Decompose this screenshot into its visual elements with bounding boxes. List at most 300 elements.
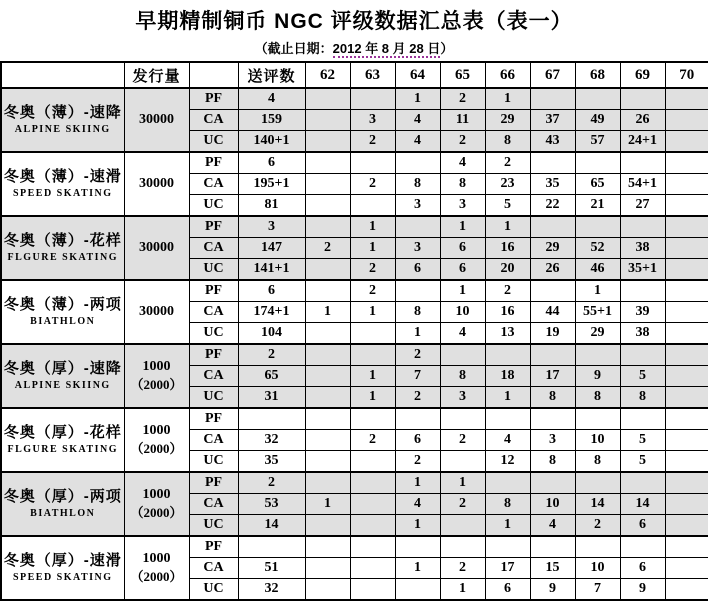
grade-count-cell	[350, 344, 395, 366]
grade-count-cell: 6	[395, 430, 440, 451]
page-title: 早期精制铜币 NGC 评级数据汇总表（表一）	[135, 10, 573, 33]
submitted-count-cell	[238, 536, 305, 558]
grade-count-cell	[665, 451, 708, 473]
grade-count-cell: 52	[575, 238, 620, 259]
grade-count-cell: 14	[620, 494, 665, 515]
grade-count-cell	[350, 88, 395, 110]
grade-count-cell	[665, 387, 708, 409]
submitted-count-cell: 6	[238, 280, 305, 302]
submitted-count-cell: 51	[238, 558, 305, 579]
grade-count-cell: 20	[485, 259, 530, 281]
submitted-count-cell: 2	[238, 344, 305, 366]
grade-count-cell	[620, 216, 665, 238]
strike-type-cell: CA	[189, 430, 238, 451]
strike-type-cell: UC	[189, 451, 238, 473]
grade-count-cell	[530, 216, 575, 238]
grade-count-cell: 2	[350, 174, 395, 195]
grade-count-cell: 29	[530, 238, 575, 259]
grade-count-cell	[350, 536, 395, 558]
grade-count-cell	[620, 280, 665, 302]
grade-count-cell: 35+1	[620, 259, 665, 281]
mintage-cell	[124, 216, 189, 280]
grade-count-cell	[305, 131, 350, 153]
grade-count-cell: 1	[440, 579, 485, 601]
grade-count-cell	[665, 579, 708, 601]
grade-count-cell	[665, 216, 708, 238]
grade-count-cell	[485, 472, 530, 494]
header-row	[1, 62, 708, 88]
mintage-cell	[124, 408, 189, 472]
grade-count-cell	[305, 344, 350, 366]
coin-name-cn: 冬奥（薄）-速滑	[3, 167, 122, 185]
grade-count-cell: 65	[575, 174, 620, 195]
strike-type-cell: UC	[189, 579, 238, 601]
cutoff-date: 2012 年 8 月 28 日	[332, 41, 441, 56]
table-row	[1, 216, 708, 238]
coin-name-cn: 冬奥（薄）-两项	[3, 295, 122, 313]
grade-count-cell	[575, 408, 620, 430]
grade-count-cell	[305, 174, 350, 195]
grade-count-cell: 19	[530, 323, 575, 345]
grade-count-cell: 9	[530, 579, 575, 601]
grade-count-cell: 2	[395, 344, 440, 366]
grade-count-cell: 43	[530, 131, 575, 153]
grade-count-cell	[350, 152, 395, 174]
grade-count-cell	[665, 88, 708, 110]
grade-count-cell: 3	[395, 195, 440, 217]
grade-count-cell: 4	[395, 494, 440, 515]
coin-name-en: ALPINE SKIING	[14, 379, 111, 391]
grade-count-cell	[350, 579, 395, 601]
header-grade-67: 67	[530, 62, 575, 88]
grade-count-cell	[620, 408, 665, 430]
grade-count-cell	[395, 536, 440, 558]
grade-count-cell	[665, 430, 708, 451]
grade-count-cell	[665, 174, 708, 195]
grade-count-cell: 37	[530, 110, 575, 131]
grade-count-cell: 1	[350, 216, 395, 238]
grade-count-cell	[665, 110, 708, 131]
grade-count-cell: 2	[350, 259, 395, 281]
grade-count-cell	[530, 536, 575, 558]
strike-type-cell: PF	[189, 152, 238, 174]
strike-type-cell: CA	[189, 494, 238, 515]
grade-count-cell: 17	[485, 558, 530, 579]
grade-count-cell: 9	[620, 579, 665, 601]
grade-count-cell: 1	[395, 472, 440, 494]
coin-name-cell	[1, 280, 124, 344]
submitted-count-cell: 6	[238, 152, 305, 174]
grade-count-cell	[440, 344, 485, 366]
mintage-value: 1000	[142, 359, 171, 375]
submitted-count-cell: 195+1	[238, 174, 305, 195]
grade-count-cell: 2	[350, 280, 395, 302]
grade-count-cell: 1	[485, 88, 530, 110]
grade-count-cell: 1	[305, 302, 350, 323]
grade-count-cell: 14	[575, 494, 620, 515]
submitted-count-cell: 32	[238, 430, 305, 451]
grade-count-cell: 8	[575, 451, 620, 473]
coin-name-cell	[1, 472, 124, 536]
grade-count-cell: 1	[485, 515, 530, 537]
grade-count-cell: 10	[440, 302, 485, 323]
mintage-value: 1000	[142, 551, 171, 567]
grade-count-cell: 6	[395, 259, 440, 281]
grade-count-cell	[305, 451, 350, 473]
mintage-value-secondary: （2000）	[130, 440, 183, 456]
coin-name-cn: 冬奥（厚）-速降	[3, 359, 122, 377]
grade-count-cell	[620, 88, 665, 110]
grade-count-cell: 29	[485, 110, 530, 131]
grade-count-cell: 2	[440, 88, 485, 110]
grade-count-cell: 22	[530, 195, 575, 217]
grade-count-cell: 27	[620, 195, 665, 217]
grade-count-cell: 8	[485, 494, 530, 515]
strike-type-cell: CA	[189, 366, 238, 387]
grade-count-cell: 1	[395, 323, 440, 345]
grade-count-cell	[665, 280, 708, 302]
subtitle-suffix: ）	[440, 41, 454, 56]
strike-type-cell: PF	[189, 472, 238, 494]
grade-count-cell: 6	[620, 515, 665, 537]
header-grade-69: 69	[620, 62, 665, 88]
strike-type-cell: UC	[189, 387, 238, 409]
strike-type-cell: PF	[189, 536, 238, 558]
strike-type-cell: UC	[189, 515, 238, 537]
coin-name-cn: 冬奥（薄）-速降	[3, 103, 122, 121]
table-row	[1, 344, 708, 366]
header-grade-62: 62	[305, 62, 350, 88]
strike-type-cell: CA	[189, 302, 238, 323]
coin-name-cell	[1, 88, 124, 152]
grade-count-cell	[305, 88, 350, 110]
submitted-count-cell: 53	[238, 494, 305, 515]
grade-count-cell: 18	[485, 366, 530, 387]
grade-count-cell	[305, 280, 350, 302]
grade-count-cell: 15	[530, 558, 575, 579]
grade-count-cell	[305, 579, 350, 601]
grade-count-cell: 6	[440, 259, 485, 281]
mintage-cell	[124, 88, 189, 152]
grade-count-cell	[665, 366, 708, 387]
mintage-cell	[124, 344, 189, 408]
grade-count-cell: 3	[395, 238, 440, 259]
mintage-cell	[124, 536, 189, 600]
grade-count-cell	[575, 216, 620, 238]
grade-count-cell	[665, 195, 708, 217]
grade-count-cell: 8	[620, 387, 665, 409]
grade-count-cell	[665, 259, 708, 281]
submitted-count-cell: 35	[238, 451, 305, 473]
grade-count-cell	[575, 536, 620, 558]
mintage-cell	[124, 280, 189, 344]
strike-type-cell: PF	[189, 88, 238, 110]
grade-count-cell: 3	[440, 387, 485, 409]
grade-count-cell: 1	[350, 387, 395, 409]
strike-type-cell: CA	[189, 174, 238, 195]
grade-count-cell	[305, 515, 350, 537]
coin-name-cell	[1, 344, 124, 408]
grade-count-cell: 10	[575, 430, 620, 451]
grade-count-cell	[620, 152, 665, 174]
grade-count-cell: 4	[530, 515, 575, 537]
grade-count-cell: 38	[620, 238, 665, 259]
grade-count-cell	[395, 408, 440, 430]
header-grade-66: 66	[485, 62, 530, 88]
grade-count-cell	[305, 558, 350, 579]
mintage-value-secondary: （2000）	[130, 568, 183, 584]
grade-count-cell: 1	[395, 88, 440, 110]
grade-count-cell	[305, 430, 350, 451]
submitted-count-cell: 174+1	[238, 302, 305, 323]
grade-count-cell: 1	[440, 216, 485, 238]
grade-count-cell	[620, 472, 665, 494]
grade-count-cell	[665, 536, 708, 558]
grade-count-cell: 38	[620, 323, 665, 345]
grade-count-cell	[305, 536, 350, 558]
grade-count-cell: 44	[530, 302, 575, 323]
grade-count-cell: 39	[620, 302, 665, 323]
strike-type-cell: PF	[189, 344, 238, 366]
grade-count-cell: 2	[350, 430, 395, 451]
submitted-count-cell: 31	[238, 387, 305, 409]
strike-type-cell: UC	[189, 323, 238, 345]
grade-count-cell: 8	[395, 302, 440, 323]
header-grade-63: 63	[350, 62, 395, 88]
grade-count-cell	[395, 280, 440, 302]
grade-count-cell	[350, 558, 395, 579]
submitted-count-cell: 2	[238, 472, 305, 494]
grade-count-cell	[665, 323, 708, 345]
grade-count-cell: 1	[485, 216, 530, 238]
grade-count-cell	[665, 302, 708, 323]
grade-count-cell: 6	[440, 238, 485, 259]
grade-count-cell	[665, 238, 708, 259]
header-blank-1	[1, 62, 124, 88]
grade-count-cell	[350, 494, 395, 515]
grade-count-cell	[440, 515, 485, 537]
grade-count-cell: 6	[620, 558, 665, 579]
grading-table	[0, 61, 708, 601]
grade-count-cell: 8	[530, 451, 575, 473]
coin-name-en: FLGURE SKATING	[7, 251, 119, 263]
coin-name-cn: 冬奥（薄）-花样	[3, 231, 122, 249]
strike-type-cell: PF	[189, 280, 238, 302]
grade-count-cell	[665, 494, 708, 515]
coin-name-cn: 冬奥（厚）-速滑	[3, 551, 122, 569]
grade-count-cell: 7	[395, 366, 440, 387]
mintage-value: 1000	[142, 423, 171, 439]
strike-type-cell: UC	[189, 259, 238, 281]
grade-count-cell: 6	[485, 579, 530, 601]
table-row	[1, 152, 708, 174]
coin-name-cell	[1, 536, 124, 600]
grade-count-cell: 1	[440, 280, 485, 302]
submitted-count-cell	[238, 408, 305, 430]
grade-count-cell: 54+1	[620, 174, 665, 195]
grade-count-cell	[665, 472, 708, 494]
grade-count-cell: 3	[440, 195, 485, 217]
grade-count-cell: 16	[485, 302, 530, 323]
grade-count-cell: 2	[395, 451, 440, 473]
coin-name-en: FLGURE SKATING	[7, 443, 119, 455]
grade-count-cell: 26	[530, 259, 575, 281]
grade-count-cell: 7	[575, 579, 620, 601]
mintage-value: 30000	[139, 175, 174, 191]
table-row	[1, 536, 708, 558]
table-row	[1, 280, 708, 302]
strike-type-cell: UC	[189, 195, 238, 217]
header-grade-65: 65	[440, 62, 485, 88]
coin-name-en: BIATHLON	[30, 315, 96, 327]
strike-type-cell: CA	[189, 238, 238, 259]
grade-count-cell: 8	[575, 387, 620, 409]
mintage-value: 30000	[139, 239, 174, 255]
grade-count-cell: 1	[395, 515, 440, 537]
coin-name-en: BIATHLON	[30, 507, 96, 519]
submitted-count-cell: 14	[238, 515, 305, 537]
grade-count-cell: 1	[440, 472, 485, 494]
grade-count-cell	[305, 259, 350, 281]
coin-name-cell	[1, 408, 124, 472]
mintage-cell	[124, 152, 189, 216]
grade-count-cell	[305, 408, 350, 430]
submitted-count-cell: 4	[238, 88, 305, 110]
grade-count-cell: 46	[575, 259, 620, 281]
submitted-count-cell: 140+1	[238, 131, 305, 153]
grade-count-cell	[530, 408, 575, 430]
coin-name-cell	[1, 152, 124, 216]
header-grade-68: 68	[575, 62, 620, 88]
submitted-count-cell: 3	[238, 216, 305, 238]
grade-count-cell	[350, 408, 395, 430]
grade-count-cell: 17	[530, 366, 575, 387]
grade-count-cell	[665, 515, 708, 537]
subtitle-prefix: （截止日期：	[254, 41, 333, 56]
grade-count-cell	[530, 280, 575, 302]
coin-name-en: SPEED SKATING	[12, 187, 113, 199]
grade-count-cell	[395, 216, 440, 238]
grade-count-cell	[485, 408, 530, 430]
grade-count-cell: 2	[440, 558, 485, 579]
grade-count-cell: 1	[305, 494, 350, 515]
grade-count-cell: 13	[485, 323, 530, 345]
grade-count-cell: 11	[440, 110, 485, 131]
grade-count-cell: 1	[350, 366, 395, 387]
grade-count-cell: 24+1	[620, 131, 665, 153]
grade-count-cell	[665, 152, 708, 174]
table-row	[1, 88, 708, 110]
mintage-value: 30000	[139, 303, 174, 319]
grade-count-cell: 35	[530, 174, 575, 195]
grade-count-cell	[440, 451, 485, 473]
grade-count-cell: 2	[440, 131, 485, 153]
grade-count-cell	[350, 195, 395, 217]
grade-count-cell: 1	[395, 558, 440, 579]
grade-count-cell: 8	[440, 174, 485, 195]
grade-count-cell: 5	[620, 430, 665, 451]
grade-count-cell: 4	[395, 131, 440, 153]
submitted-count-cell: 141+1	[238, 259, 305, 281]
coin-name-cn: 冬奥（厚）-花样	[3, 423, 122, 441]
grade-count-cell	[350, 472, 395, 494]
grade-count-cell: 3	[530, 430, 575, 451]
grade-count-cell	[575, 344, 620, 366]
grade-count-cell: 8	[530, 387, 575, 409]
header-blank-2	[189, 62, 238, 88]
strike-type-cell: UC	[189, 131, 238, 153]
grade-count-cell	[575, 472, 620, 494]
grade-count-cell	[530, 472, 575, 494]
grade-count-cell	[620, 536, 665, 558]
grade-count-cell: 23	[485, 174, 530, 195]
grade-count-cell	[350, 323, 395, 345]
header-grade-70: 70	[665, 62, 708, 88]
grade-count-cell: 4	[440, 152, 485, 174]
coin-name-cn: 冬奥（厚）-两项	[3, 487, 122, 505]
grade-count-cell: 8	[440, 366, 485, 387]
grade-count-cell: 1	[575, 280, 620, 302]
grade-count-cell	[665, 558, 708, 579]
grade-count-cell: 57	[575, 131, 620, 153]
grade-count-cell	[530, 152, 575, 174]
grade-count-cell	[575, 152, 620, 174]
grade-count-cell: 49	[575, 110, 620, 131]
coin-name-en: ALPINE SKIING	[14, 123, 111, 135]
grade-count-cell	[395, 579, 440, 601]
grade-count-cell	[530, 88, 575, 110]
grade-count-cell: 2	[395, 387, 440, 409]
grade-count-cell	[530, 344, 575, 366]
grade-count-cell: 3	[350, 110, 395, 131]
submitted-count-cell: 32	[238, 579, 305, 601]
grade-count-cell: 29	[575, 323, 620, 345]
grade-count-cell	[620, 344, 665, 366]
grade-count-cell: 2	[485, 280, 530, 302]
grade-count-cell: 1	[350, 302, 395, 323]
header-submitted: 送评数	[238, 62, 305, 88]
grade-count-cell: 8	[485, 131, 530, 153]
table-row	[1, 408, 708, 430]
grade-count-cell	[350, 515, 395, 537]
grade-count-cell: 1	[350, 238, 395, 259]
grade-count-cell: 2	[440, 430, 485, 451]
grade-count-cell	[575, 88, 620, 110]
submitted-count-cell: 159	[238, 110, 305, 131]
grade-count-cell	[395, 152, 440, 174]
grade-count-cell: 2	[440, 494, 485, 515]
strike-type-cell: CA	[189, 558, 238, 579]
grade-count-cell: 9	[575, 366, 620, 387]
grade-count-cell	[665, 344, 708, 366]
grade-count-cell	[305, 366, 350, 387]
strike-type-cell: PF	[189, 408, 238, 430]
grade-count-cell	[305, 323, 350, 345]
mintage-cell	[124, 472, 189, 536]
grade-count-cell: 1	[485, 387, 530, 409]
strike-type-cell: CA	[189, 110, 238, 131]
submitted-count-cell: 104	[238, 323, 305, 345]
grade-count-cell	[305, 195, 350, 217]
grade-count-cell: 16	[485, 238, 530, 259]
mintage-value-secondary: （2000）	[130, 504, 183, 520]
grade-count-cell	[305, 387, 350, 409]
submitted-count-cell: 65	[238, 366, 305, 387]
grade-count-cell	[305, 216, 350, 238]
submitted-count-cell: 147	[238, 238, 305, 259]
grade-count-cell	[665, 131, 708, 153]
grade-count-cell: 2	[305, 238, 350, 259]
